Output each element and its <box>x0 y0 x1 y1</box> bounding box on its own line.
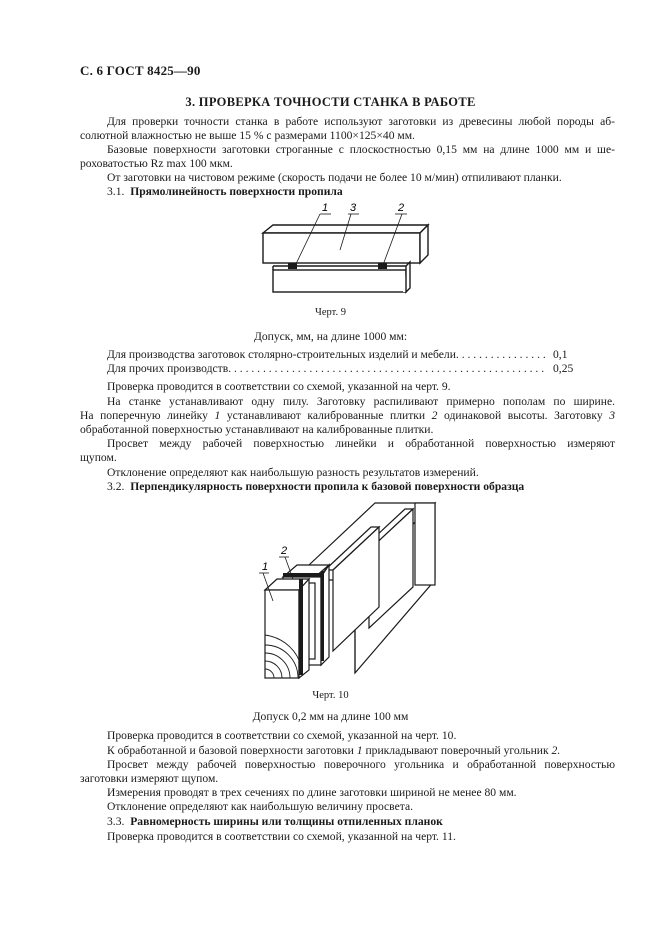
paragraph-line: Просвет между рабочей поверхностью линейки и обработанной поверхностью измеряют <box>107 437 615 450</box>
callout-label: 3 <box>350 202 357 214</box>
dot-leader <box>228 362 547 376</box>
paragraph-line: Базовые поверхности заготовки строганные с плоскостностью 0,15 мм на длине 1000 мм и ше- <box>107 143 615 156</box>
paragraph-line: Отклонение определяют как наибольшую величину просвета. <box>107 800 413 813</box>
tolerance-value: 0,25 <box>553 362 574 375</box>
dot-leader <box>456 348 547 362</box>
paragraph-line: щупом. <box>80 451 117 464</box>
figure-10-diagram <box>255 495 445 690</box>
subsection-number: 3.3. <box>107 815 125 828</box>
paragraph-line <box>80 409 615 423</box>
subsection-heading-3-2 <box>107 480 524 494</box>
paragraph-line: Проверка проводится в соответствии со схемой, указанной на черт. 9. <box>107 380 451 393</box>
paragraph-line: Для проверки точности станка в работе используют заготовки из древесины любой породы аб- <box>107 115 615 128</box>
tolerance-text: Допуск 0,2 мм на длине 100 мм <box>252 710 409 723</box>
ref-number: 2 <box>431 409 438 422</box>
tolerance-value: 0,1 <box>553 348 568 361</box>
callout-label: 2 <box>398 202 405 214</box>
figure-9-diagram <box>255 200 445 300</box>
callout-label: 2 <box>281 545 288 557</box>
ref-number: 3 <box>609 409 615 422</box>
paragraph-line: обработанной поверхностью устанавливают на калиброванные плитки. <box>80 423 434 436</box>
paragraph-line: солютной влажностью не выше 15 % с размерами 1100×125×40 мм. <box>80 129 415 142</box>
paragraph-line: роховатостью Rz max 100 мкм. <box>80 157 233 170</box>
paragraph-line: Просвет между рабочей поверхностью поверочного угольника и обработанной поверхностью <box>107 758 615 771</box>
text-span: На поперечную линейку <box>80 409 215 422</box>
tolerance-label: Для прочих производств <box>107 362 229 375</box>
paragraph-line: На станке устанавливают одну пилу. Заготовку распиливают примерно пополам по ширине. <box>107 395 615 408</box>
paragraph-line: Измерения проводят в трех сечениях по длине заготовки шириной не менее 80 мм. <box>107 786 517 799</box>
paragraph-line: Проверка проводится в соответствии со схемой, указанной на черт. 10. <box>107 729 457 742</box>
text-span: устанавливают калиброванные плитки <box>220 409 432 422</box>
callout-label: 1 <box>262 561 269 573</box>
tolerance-row <box>107 362 615 376</box>
text-span: одинаковой высоты. Заготовку <box>437 409 610 422</box>
paragraph-line: заготовки измеряют щупом. <box>80 772 219 785</box>
paragraph-line: Отклонение определяют как наибольшую разность результатов измерений. <box>107 466 479 479</box>
tolerance-label: Для производства заготовок столярно-строительных изделий и мебели <box>107 348 456 361</box>
ref-number: 1 <box>356 744 363 757</box>
callout-label: 1 <box>322 202 329 214</box>
subsection-title: Равномерность ширины или толщины отпиленных планок <box>130 815 443 828</box>
paragraph-line: Проверка проводится в соответствии со схемой, указанной на черт. 11. <box>107 830 456 843</box>
subsection-title: Прямолинейность поверхности пропила <box>130 185 343 198</box>
tolerance-title: Допуск, мм, на длине 1000 мм: <box>253 330 408 343</box>
figure-caption: Черт. 10 <box>312 690 349 701</box>
figure-caption: Черт. 9 <box>315 307 346 318</box>
subsection-title: Перпендикулярность поверхности пропила к базовой поверхности образца <box>130 480 525 493</box>
subsection-number: 3.1. <box>107 185 125 198</box>
ref-number: 1 <box>214 409 221 422</box>
ref-number: 2. <box>551 744 561 757</box>
tolerance-row <box>107 348 615 362</box>
page-header: С. 6 ГОСТ 8425—90 <box>80 63 201 78</box>
text-span: К обработанной и базовой поверхности заготовки <box>107 744 357 757</box>
paragraph-line: От заготовки на чистовом режиме (скорость подачи не более 10 м/мин) отпиливают планки. <box>107 171 562 184</box>
text-span: прикладывают поверочный угольник <box>362 744 552 757</box>
subsection-heading-3-1 <box>107 185 343 199</box>
subsection-heading-3-3 <box>107 815 443 829</box>
subsection-number: 3.2. <box>107 480 125 493</box>
paragraph-line <box>107 744 560 758</box>
section-title: 3. ПРОВЕРКА ТОЧНОСТИ СТАНКА В РАБОТЕ <box>185 95 476 109</box>
